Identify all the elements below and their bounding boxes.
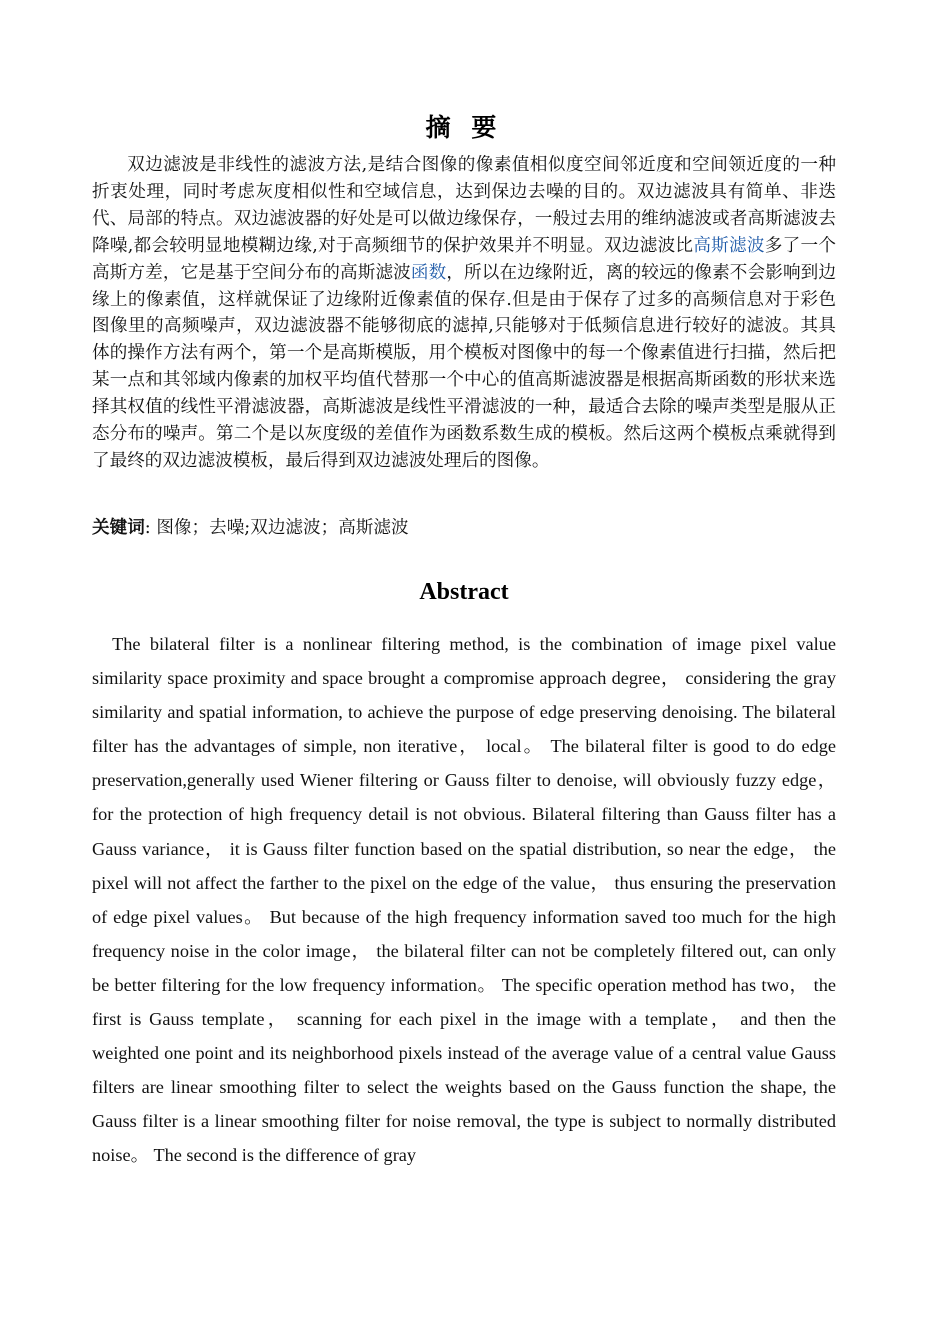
keywords-separator: : (144, 518, 151, 538)
function-link[interactable]: 函数 (410, 262, 447, 283)
gaussian-filter-link[interactable]: 高斯滤波 (693, 235, 765, 256)
english-abstract-body: The bilateral filter is a nonlinear filtering method, is the combination of image pixel value similarity space proximity and space brought a compromise approach degree， considering the gray similarity and spatial information, to achieve the purpose of edge preserving denoising. The bilateral filter has the advantages of simple, non iterative， local。 The bilateral filter is good to do edge preservation,generally used Wiener filtering or Gauss filter to denoise, will obviously fuzzy edge， for the protection of high frequency detail is not obvious. Bilateral filtering than Gauss filter has a Gauss variance， it is Gauss filter function based on the spatial distribution, so near the edge， the pixel will not affect the farther to the pixel on the edge of the value， thus ensuring the preservation of edge pixel values。 But because of the high frequency information saved too much for the high frequency noise in the color image， the bilateral filter can not be completely filtered out, can only be better filtering for the low frequency information。 The specific operation method has two， the first is Gauss template， scanning for each pixel in the image with a template， and then the weighted one point and its neighborhood pixels instead of the average value of a central value Gauss filters are linear smoothing filter to select the weights based on the Gauss function the shape, the Gauss filter is a linear smoothing filter for noise removal, the type is subject to normally distributed noise。 The second is the difference of gray (92, 634, 836, 1166)
english-abstract-title: Abstract (419, 579, 509, 605)
chinese-abstract-text-2: 多了一个高斯方差，它是基于空间分布的高斯滤波 (92, 235, 836, 283)
keywords-text: 图像；去噪;双边滤波；高斯滤波 (150, 518, 409, 538)
chinese-abstract-text-3: ，所以在边缘附近，离的较远的像素不会影响到边缘上的像素值，这样就保证了边缘附近像素值的保存.但是由于保存了过多的高频信息对于彩色图像里的高频噪声，双边滤波器不能够彻底的滤掉,只能够对于低频信息进行较好的滤波。其具体的操作方法有两个，第一个是高斯模版，用个模板对图像中的每一个像素值进行扫描，然后把某一点和其邻域内像素的加权平均值代替那一个中心的值高斯滤波器是根据高斯函数的形状来选择其权值的线性平滑滤波器，高斯滤波是线性平滑滤波的一种，最适合去除的噪声类型是服从正态分布的噪声。第二个是以灰度级的差值作为函数系数生成的模板。然后这两个模板点乘就得到了最终的双边滤波模板，最后得到双边滤波处理后的图像。 (92, 262, 836, 471)
chinese-abstract-body (92, 152, 836, 475)
keywords-label: 关键词 (92, 518, 145, 538)
chinese-abstract-text-1: 双边滤波是非线性的滤波方法,是结合图像的像素值相似度空间邻近度和空间领近度的一种折衷处理，同时考虑灰度相似性和空域信息，达到保边去噪的目的。双边滤波具有简单、非迭代、局部的特点。双边滤波器的好处是可以做边缘保存，一般过去用的维纳滤波或者高斯滤波去降噪,都会较明显地模糊边缘,对于高频细节的保护效果并不明显。双边滤波比 (92, 155, 836, 256)
keywords-line (92, 515, 836, 541)
chinese-abstract-title: 摘 要 (425, 113, 503, 142)
